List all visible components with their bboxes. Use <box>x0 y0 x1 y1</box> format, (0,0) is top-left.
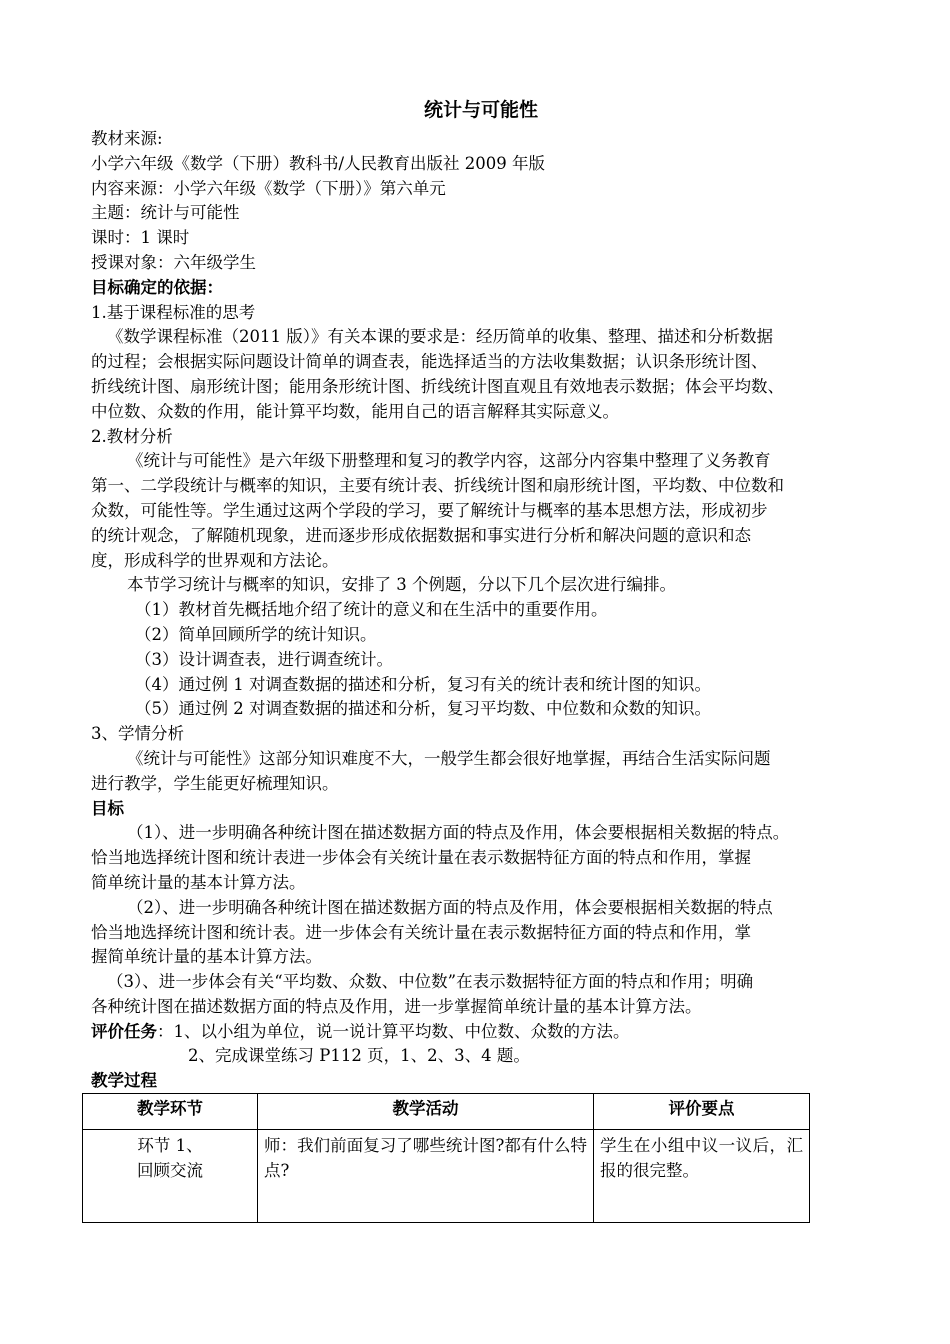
goal-1-line: 恰当地选择统计图和统计表进一步体会有关统计量在表示数据特征方面的特点和作用，掌握 <box>91 848 751 868</box>
table-row <box>83 1130 810 1223</box>
evaluation-line-1 <box>91 1020 871 1045</box>
document-page <box>91 93 871 1094</box>
basis-heading: 目标确定的依据： <box>91 277 223 297</box>
section2-line: 众数，可能性等。学生通过这两个学段的学习，要了解统计与概率的基本思想方法，形成初步 <box>91 500 768 520</box>
evaluation-cell: 学生在小组中议一议后，汇报的很完整。 <box>594 1130 810 1223</box>
goal-2-line: （2）、进一步明确各种统计图在描述数据方面的特点及作用，体会要根据相关数据的特点 <box>127 897 773 917</box>
content-source: 内容来源：小学六年级《数学（下册）》第六单元 <box>91 178 446 198</box>
evaluation-task-1: ：1、以小组为单位，说一说计算平均数、中位数、众数的方法。 <box>157 1021 630 1041</box>
section1-title: 1.基于课程标准的思考 <box>91 302 256 322</box>
section3-title: 3、学情分析 <box>91 724 184 744</box>
section3-line: 《统计与可能性》这部分知识难度不大，一般学生都会很好地掌握，再结合生活实际问题 <box>127 748 771 768</box>
goal-1-line: 简单统计量的基本计算方法。 <box>91 872 306 892</box>
stage-cell <box>83 1130 258 1223</box>
goal-2-line: 恰当地选择统计图和统计表。进一步体会有关统计量在表示数据特征方面的特点和作用，掌 <box>91 922 751 942</box>
document-title: 统计与可能性 <box>423 99 538 121</box>
source-value: 小学六年级《数学（下册）教科书/人民教育出版社 2009 年版 <box>91 153 546 173</box>
section1-line: 折线统计图、扇形统计图；能用条形统计图、折线统计图直观且有效地表示数据；体会平均数、 <box>91 376 784 396</box>
section2-line: 度，形成科学的世界观和方法论。 <box>91 550 339 570</box>
evaluation-label: 评价任务 <box>91 1021 157 1041</box>
source-label: 教材来源: <box>91 129 163 148</box>
section3-line: 进行教学，学生能更好梳理知识。 <box>91 773 339 793</box>
section2-line: 的统计观念，了解随机现象，进而逐步形成依据数据和事实进行分析和解决问题的意识和态 <box>91 525 751 545</box>
header-stage: 教学环节 <box>83 1094 258 1130</box>
stage-number: 环节 1、 <box>137 1136 203 1155</box>
activity-cell: 师：我们前面复习了哪些统计图?都有什么特点? <box>258 1130 594 1223</box>
section1-line: 中位数、众数的作用，能计算平均数，能用自己的语言解释其实际意义。 <box>91 401 619 421</box>
section2-item: （4）通过例 1 对调查数据的描述和分析，复习有关的统计表和统计图的知识。 <box>135 674 711 694</box>
stage-name: 回顾交流 <box>137 1160 203 1180</box>
section1-line: 的过程；会根据实际问题设计简单的调查表，能选择适当的方法收集数据；认识条形统计图、 <box>91 352 768 372</box>
goal-3-line: 各种统计图在描述数据方面的特点及作用，进一步掌握简单统计量的基本计算方法。 <box>91 996 702 1016</box>
audience-line: 授课对象：六年级学生 <box>91 252 256 272</box>
evaluation-task-2: 2、完成课堂练习 P112 页，1、2、3、4 题。 <box>188 1046 530 1066</box>
section2-item: （5）通过例 2 对调查数据的描述和分析，复习平均数、中位数和众数的知识。 <box>135 699 711 719</box>
section2-item: （3）设计调查表，进行调查统计。 <box>135 649 393 669</box>
topic-line: 主题：统计与可能性 <box>91 203 240 223</box>
table-header-row <box>83 1094 810 1130</box>
header-activity: 教学活动 <box>258 1094 594 1130</box>
section1-line: 《数学课程标准（2011 版）》有关本课的要求是：经历简单的收集、整理、描述和分析数据 <box>107 327 773 347</box>
section2-item: （2）简单回顾所学的统计知识。 <box>135 624 377 644</box>
section2-line: 《统计与可能性》是六年级下册整理和复习的教学内容，这部分内容集中整理了义务教育 <box>127 451 771 471</box>
section2-item: （1）教材首先概括地介绍了统计的意义和在生活中的重要作用。 <box>135 600 608 620</box>
section2-line: 第一、二学段统计与概率的知识，主要有统计表、折线统计图和扇形统计图，平均数、中位数和 <box>91 476 784 496</box>
section2-title: 2.教材分析 <box>91 426 173 446</box>
goal-3-line: （3）、进一步体会有关“平均数、众数、中位数”在表示数据特征方面的特点和作用；明确 <box>107 972 754 992</box>
goal-2-line: 握简单统计量的基本计算方法。 <box>91 947 322 967</box>
periods-line: 课时：1 课时 <box>91 228 190 248</box>
section2-arrangement: 本节学习统计与概率的知识，安排了 3 个例题，分以下几个层次进行编排。 <box>127 575 676 595</box>
goals-heading: 目标 <box>91 798 124 818</box>
process-heading: 教学过程 <box>91 1071 157 1091</box>
goal-1-line: （1）、进一步明确各种统计图在描述数据方面的特点及作用，体会要根据相关数据的特点。 <box>127 823 790 843</box>
header-evaluation: 评价要点 <box>594 1094 810 1130</box>
process-table <box>82 1093 810 1223</box>
